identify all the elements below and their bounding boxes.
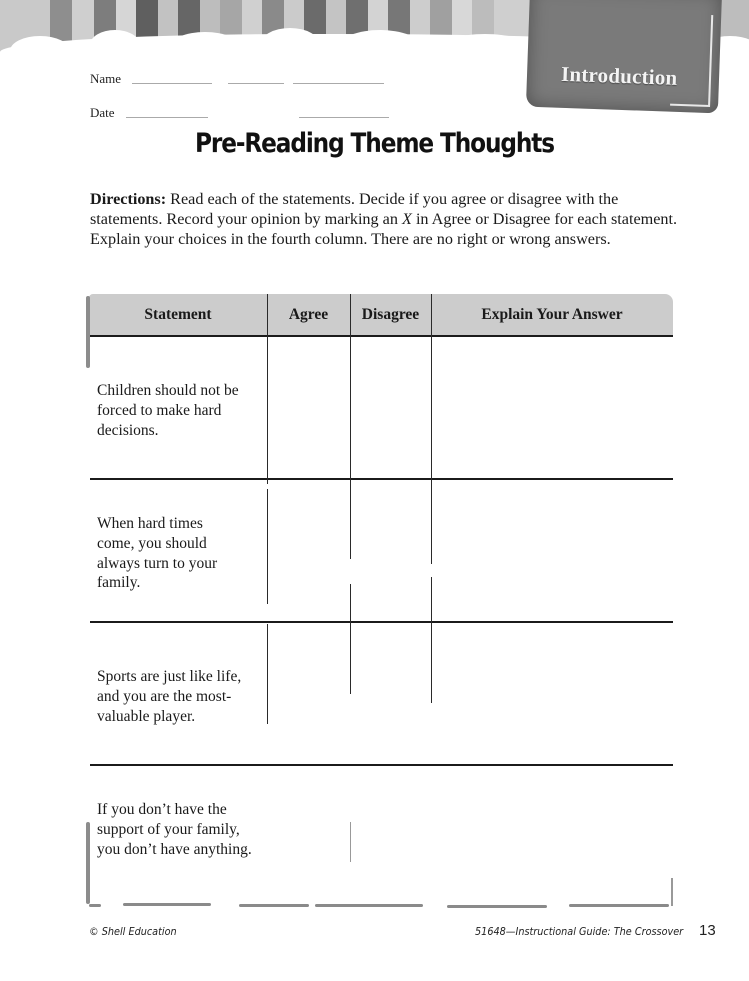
page-title: Pre-Reading Theme Thoughts [195,128,554,159]
directions-text: in Agree or Disagree for each statement. Explain your choices in the fourth column. There are no right or wrong answers. [90,209,678,248]
disagree-cell[interactable] [351,766,430,902]
agree-cell[interactable] [268,766,349,902]
table-header [89,294,673,336]
name-line[interactable] [293,83,384,84]
banner-splash [340,30,420,62]
directions [90,190,680,249]
statement-text: When hard times come, you should always turn to your family. [97,515,218,592]
table-border [315,904,423,907]
theme-thoughts-table [89,294,673,910]
banner-splash [260,28,320,62]
statement-text: Children should not be forced to make hard decisions. [97,382,239,439]
date-line[interactable] [299,117,389,118]
table-border [86,822,90,904]
banner-splash [170,32,240,62]
statement-text: Sports are just like life, and you are the most-valuable player. [97,668,242,725]
name-label: Name [90,71,122,86]
banner-splash [10,36,70,62]
disagree-cell[interactable] [351,337,430,477]
table-border [239,904,309,907]
name-line[interactable] [132,83,212,84]
footer-copyright: © Shell Education [89,925,177,938]
footer-guide-title: 51648—Instructional Guide: The Crossover [475,925,684,938]
directions-x-mark: X [402,209,412,228]
agree-cell[interactable] [268,623,349,763]
date-field [90,105,115,121]
page-number: 13 [699,922,716,939]
section-tab-label: Introduction [560,61,678,90]
column-header-explain: Explain Your Answer [481,306,623,323]
table-border [89,904,101,907]
tab-edge [708,15,713,105]
banner-splash [440,34,530,62]
date-line[interactable] [126,117,208,118]
column-header-agree: Agree [288,306,329,323]
date-label: Date [90,105,115,120]
column-header-disagree: Disagree [361,306,420,323]
table-border [447,905,547,908]
disagree-cell[interactable] [351,623,430,763]
column-header-statement: Statement [144,306,212,323]
banner-splash [90,30,140,60]
directions-lead: Directions: [90,190,167,208]
table-border [86,296,90,368]
disagree-cell[interactable] [351,480,430,620]
agree-cell[interactable] [268,337,349,477]
agree-cell[interactable] [268,480,349,620]
section-tab-introduction [526,0,722,113]
explain-cell[interactable] [432,766,672,902]
statement-text: If you don’t have the support of your family, you don’t have anything. [97,801,252,858]
tab-edge [670,104,710,107]
explain-cell[interactable] [432,337,672,477]
name-line[interactable] [228,83,284,84]
name-field [90,71,121,87]
table-border [123,903,211,906]
explain-cell[interactable] [432,480,672,620]
directions-text: Read each of the statements. Decide if you agree or disagree with the statements. Record your opinion by marking an [90,190,619,228]
table-border [569,904,669,907]
explain-cell[interactable] [432,623,672,763]
